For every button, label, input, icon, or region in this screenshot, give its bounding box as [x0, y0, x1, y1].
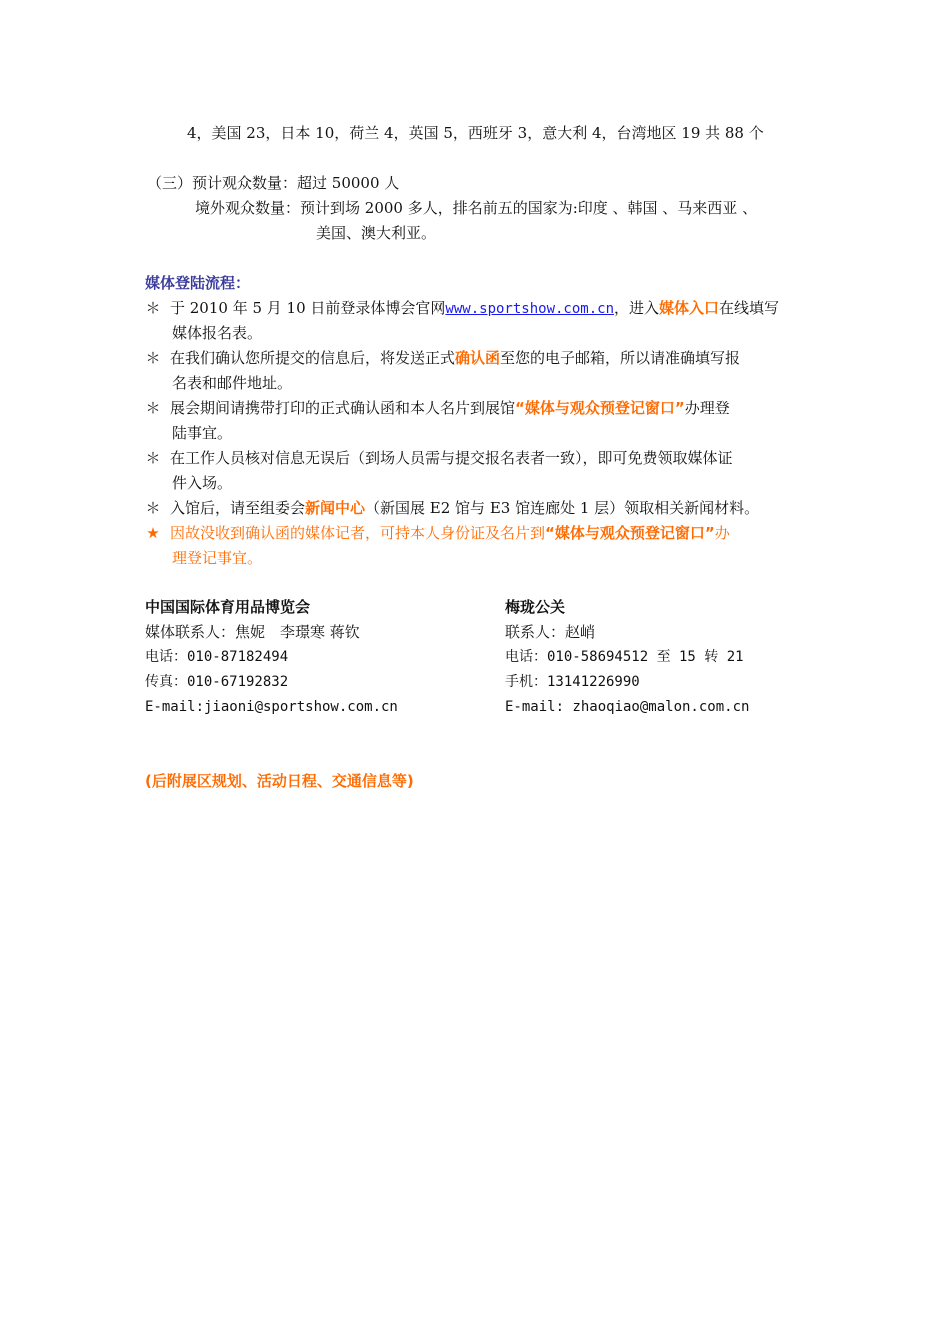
step-4: 在工作人员核对信息无误后（到场人员需与提交报名表者一致），即可免费领取媒体证 [170, 449, 733, 467]
website-link[interactable]: www.sportshow.com.cn [445, 301, 614, 317]
contact-left-person: 媒体联系人：焦妮 李璟寒 蒋钦 [145, 623, 360, 641]
step-5-text-b: （新国展 E2 馆与 E3 馆连廊处 1 层）领取相关新闻材料。 [365, 499, 760, 517]
note-text-a: 因故没收到确认函的媒体记者，可持本人身份证及名片到 [170, 524, 546, 542]
note-text-b: 办 [714, 524, 730, 542]
step-4-cont: 件入场。 [172, 474, 233, 492]
contact-right-person: 联系人：赵峭 [505, 623, 596, 641]
step-3 [170, 398, 730, 418]
bullet-icon: ＊ [145, 299, 161, 317]
contact-right-mobile: 手机：13141226990 [505, 674, 640, 690]
bullet-icon: ＊ [145, 449, 161, 467]
registration-window-highlight: “媒体与观众预登记窗口” [515, 399, 685, 417]
contact-right-phone: 电话：010-58694512 至 15 转 21 [505, 649, 744, 665]
contact-left-org: 中国国际体育用品博览会 [145, 598, 311, 616]
step-3-cont: 陆事宜。 [172, 424, 233, 442]
bullet-icon: ＊ [145, 349, 161, 367]
contact-left-phone: 电话：010-87182494 [145, 649, 289, 665]
press-center-highlight: 新闻中心 [305, 499, 366, 517]
overseas-audience-cont: 美国、澳大利亚。 [316, 224, 437, 242]
step-1-text-a: 于 2010 年 5 月 10 日前登录体博会官网 [170, 299, 446, 317]
step-3-text-a: 展会期间请携带打印的正式确认函和本人名片到展馆 [170, 399, 516, 417]
confirmation-letter-highlight: 确认函 [455, 349, 501, 367]
step-3-text-b: 办理登 [684, 399, 730, 417]
bullet-icon: ＊ [145, 499, 161, 517]
step-2-cont: 名表和邮件地址。 [172, 374, 293, 392]
contact-right-org: 梅珑公关 [505, 598, 566, 616]
star-icon: ★ [146, 524, 160, 542]
step-1-text-b: ，进入 [614, 299, 660, 317]
contact-left-fax: 传真：010-67192832 [145, 674, 289, 690]
step-2 [170, 348, 740, 368]
contact-left-email[interactable]: E-mail:jiaoni@sportshow.com.cn [145, 699, 398, 715]
audience-count: （三）预计观众数量：超过 50000 人 [147, 174, 400, 192]
step-1-text-c: 在线填写 [719, 299, 780, 317]
process-heading: 媒体登陆流程： [145, 274, 251, 292]
step-1-cont: 媒体报名表。 [172, 324, 263, 342]
appendix-note: (后附展区规划、活动日程、交通信息等) [145, 772, 414, 790]
note [170, 523, 730, 543]
step-5-text-a: 入馆后，请至组委会 [170, 499, 306, 517]
step-2-text-b: 至您的电子邮箱，所以请准确填写报 [500, 349, 741, 367]
countries-line: 4，美国 23，日本 10，荷兰 4，英国 5，西班牙 3，意大利 4，台湾地区 19 共 88 个 [187, 124, 764, 142]
overseas-audience: 境外观众数量：预计到场 2000 多人，排名前五的国家为:印度 、韩国 、马来西亚 、 [195, 199, 758, 217]
step-5 [170, 498, 759, 518]
step-2-text-a: 在我们确认您所提交的信息后，将发送正式 [170, 349, 456, 367]
bullet-icon: ＊ [145, 399, 161, 417]
note-cont: 理登记事宜。 [172, 549, 263, 567]
note-window-highlight: “媒体与观众预登记窗口” [545, 524, 715, 542]
contact-right-email[interactable]: E-mail: zhaoqiao@malon.com.cn [505, 699, 750, 715]
media-entry-highlight: 媒体入口 [659, 299, 720, 317]
step-1 [170, 298, 779, 319]
